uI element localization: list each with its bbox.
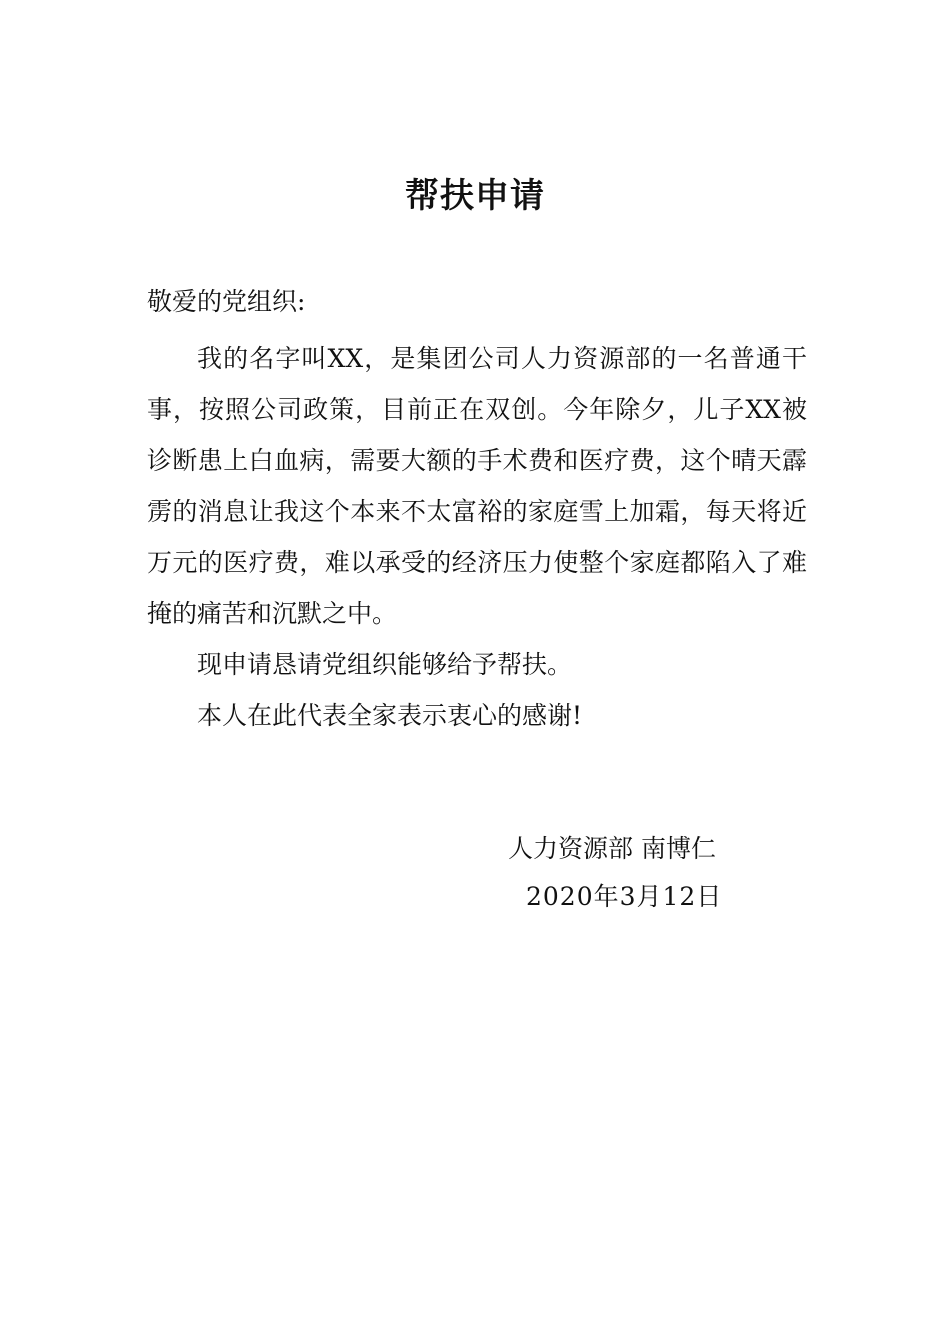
document-body — [147, 333, 807, 741]
signature-department-name: 人力资源部 南博仁 — [508, 834, 716, 863]
signature-date: 2020年3月12日 — [526, 882, 723, 911]
request-paragraph: 现申请恳请党组织能够给予帮扶。 — [197, 650, 573, 679]
thanks-paragraph: 本人在此代表全家表示衷心的感谢! — [197, 701, 583, 730]
body-paragraph: 我的名字叫XX，是集团公司人力资源部的一名普通干事，按照公司政策，目前正在双创。今年除夕，儿子XX被诊断患上白血病，需要大额的手术费和医疗费，这个晴天霹雳的消息让我这个本来不太富裕的家庭雪上加霜，每天将近万元的医疗费，难以承受的经济压力使整个家庭都陷入了难掩的痛苦和沉默之中。 — [147, 344, 807, 628]
document-title: 帮扶申请 — [405, 176, 545, 216]
salutation: 敬爱的党组织: — [147, 287, 306, 316]
